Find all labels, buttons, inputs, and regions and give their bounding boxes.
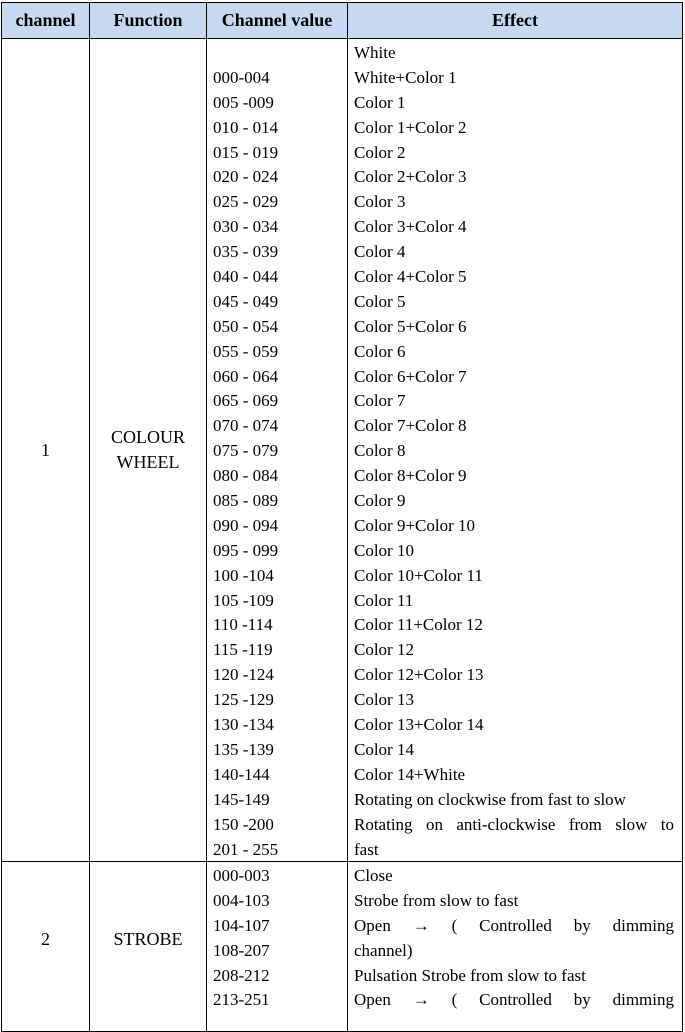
- effect-item: Color 4: [354, 242, 406, 262]
- channel-value-item: 020 - 024: [213, 167, 279, 187]
- channel-value-item: 201 - 255: [213, 839, 279, 859]
- channel-value-item: 150 -200: [213, 814, 274, 834]
- row2-function-cell: [90, 862, 206, 1017]
- channel-value-item: 050 - 054: [213, 316, 279, 336]
- effect-item: Color 5: [354, 291, 406, 311]
- effect-item: Color 10: [354, 540, 414, 560]
- channel-value-item: 115 -119: [213, 640, 273, 660]
- channel-value-item: 095 - 099: [213, 540, 279, 560]
- channel-value-item: 065 - 069: [213, 391, 279, 411]
- function-name-line: WHEEL: [116, 452, 180, 472]
- channel-value-item: 070 - 074: [213, 416, 279, 436]
- effect-item: Color 6: [354, 341, 406, 361]
- channel-value-item: 075 - 079: [213, 441, 279, 461]
- effect-item: Color 3: [354, 192, 406, 212]
- header-channel: channel: [15, 10, 76, 30]
- channel-value-item: [213, 41, 343, 66]
- channel-value-item: 140-144: [213, 764, 270, 784]
- effect-item: Open → ( Controlled by dimming: [354, 990, 674, 1010]
- effect-item: Color 10+Color 11: [354, 565, 483, 585]
- channel-value-item: 145-149: [213, 789, 270, 809]
- effect-item: White: [354, 43, 396, 62]
- channel-value-item: 000-003: [213, 866, 270, 885]
- column-divider: [347, 3, 348, 1031]
- effect-item: Color 8: [354, 441, 406, 461]
- channel-value-item: 108-207: [213, 940, 270, 960]
- channel-value-item: 025 - 029: [213, 192, 279, 212]
- effect-item: fast: [354, 839, 379, 859]
- row1-channel-cell: [2, 39, 89, 861]
- channel-value-item: 030 - 034: [213, 217, 279, 237]
- header-effect: Effect: [492, 10, 538, 30]
- header-function: Function: [113, 10, 183, 30]
- effect-item: Color 12+Color 13: [354, 665, 484, 685]
- effect-item: Color 5+Color 6: [354, 316, 467, 336]
- effect-item: Color 7: [354, 391, 406, 411]
- row2-channel-cell: [2, 862, 89, 1017]
- effect-item: Color 14+White: [354, 764, 466, 784]
- effect-item: Color 11+Color 12: [354, 615, 483, 635]
- channel-value-item: 105 -109: [213, 590, 274, 610]
- effect-item: Color 1+Color 2: [354, 117, 467, 137]
- channel-value-item: 100 -104: [213, 565, 274, 585]
- channel-value-item: 213-251: [213, 990, 270, 1010]
- effect-item: Color 8+Color 9: [354, 466, 467, 486]
- effect-item: Rotating on anti-clockwise from slow to: [354, 814, 674, 834]
- effect-item: Strobe from slow to fast: [354, 890, 519, 910]
- channel-value-item: 125 -129: [213, 690, 274, 710]
- effect-item: White+Color 1: [354, 67, 457, 87]
- effect-item: Color 7+Color 8: [354, 416, 467, 436]
- channel-value-item: 035 - 039: [213, 242, 279, 262]
- column-divider: [206, 3, 207, 1031]
- channel-value-item: 040 - 044: [213, 267, 279, 287]
- effect-item: channel): [354, 940, 413, 960]
- channel-value-item: 135 -139: [213, 739, 274, 759]
- effect-item: Color 1: [354, 92, 406, 112]
- channel-number: 2: [41, 929, 50, 949]
- effect-item: Color 9: [354, 491, 406, 511]
- effect-item: Open → ( Controlled by dimming: [354, 915, 674, 935]
- table-header-row: [2, 3, 682, 39]
- effect-item: Close: [354, 866, 393, 885]
- channel-number: 1: [41, 439, 50, 460]
- channel-value-item: 055 - 059: [213, 341, 279, 361]
- row2-channel-values: [213, 864, 343, 1013]
- channel-value-item: 000-004: [213, 67, 270, 87]
- effect-item: Color 12: [354, 640, 414, 660]
- channel-value-item: 110 -114: [213, 615, 273, 635]
- dmx-channel-table: [1, 2, 683, 1032]
- channel-value-item: 104-107: [213, 915, 270, 935]
- channel-value-item: 208-212: [213, 965, 270, 985]
- channel-value-item: 080 - 084: [213, 466, 279, 486]
- header-channel-value: Channel value: [221, 10, 333, 30]
- channel-value-item: 010 - 014: [213, 117, 279, 137]
- effect-item: Color 9+Color 10: [354, 515, 476, 535]
- row1-effects: [354, 41, 674, 862]
- effect-item: Color 11: [354, 590, 414, 610]
- effect-item: Color 13: [354, 690, 414, 710]
- row1-function-cell: [90, 39, 206, 861]
- channel-value-item: 060 - 064: [213, 366, 279, 386]
- channel-value-item: 015 - 019: [213, 142, 279, 162]
- row1-channel-values: [213, 41, 343, 862]
- channel-value-item: 045 - 049: [213, 291, 279, 311]
- channel-value-item: 004-103: [213, 890, 270, 910]
- function-name-line: STROBE: [113, 929, 183, 949]
- effect-item: Color 2: [354, 142, 406, 162]
- channel-value-item: 120 -124: [213, 665, 274, 685]
- effect-item: Color 4+Color 5: [354, 267, 467, 287]
- effect-item: Color 2+Color 3: [354, 167, 467, 187]
- channel-value-item: 005 -009: [213, 92, 274, 112]
- channel-value-item: 090 - 094: [213, 515, 279, 535]
- effect-item: Color 6+Color 7: [354, 366, 467, 386]
- effect-item: Rotating on clockwise from fast to slow: [354, 789, 626, 809]
- effect-item: Color 3+Color 4: [354, 217, 467, 237]
- row2-effects: [354, 864, 674, 1013]
- effect-item: Color 14: [354, 739, 414, 759]
- effect-item: Pulsation Strobe from slow to fast: [354, 965, 586, 985]
- channel-value-item: 130 -134: [213, 715, 274, 735]
- effect-item: Color 13+Color 14: [354, 715, 484, 735]
- function-name-line: COLOUR: [110, 427, 185, 447]
- channel-value-item: 085 - 089: [213, 491, 279, 511]
